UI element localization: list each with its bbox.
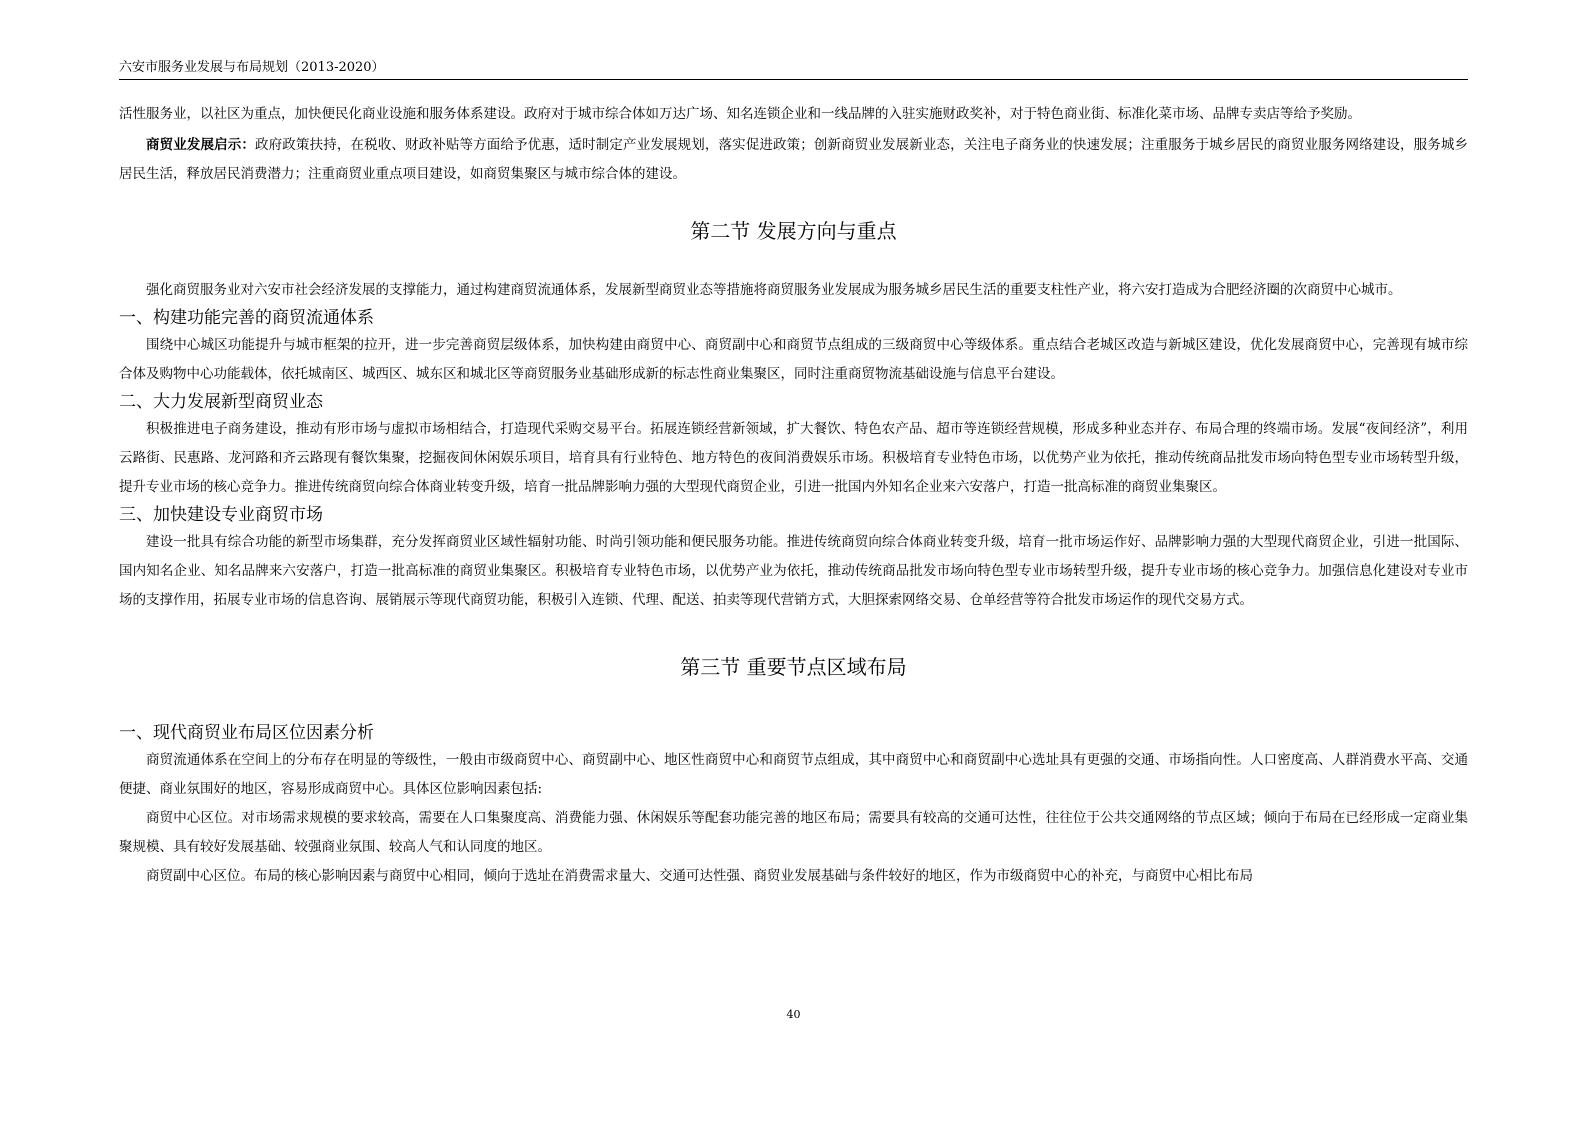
section3-paragraph-3: 商贸副中心区位。布局的核心影响因素与商贸中心相同，倾向于选址在消费需求量大、交通可达性强、商贸业发展基础与条件较好的地区，作为市级商贸中心的补充，与商贸中心相比布局	[146, 868, 1253, 884]
section3-paragraph-1: 商贸流通体系在空间上的分布存在明显的等级性，一般由市级商贸中心、商贸副中心、地区性商贸中心和商贸节点组成，其中商贸中心和商贸副中心选址具有更强的交通、市场指向性。人口密度高、人群消费水平高、交通便捷、商业氛围好的地区，容易形成商贸中心。具体区位影响因素包括:	[119, 752, 1468, 797]
insight-text: 政府政策扶持，在税收、财政补贴等方面给予优惠，适时制定产业发展规划，落实促进政策；创新商贸业发展新业态，关注电子商务业的快速发展；注重服务于城乡居民的商贸业服务网络建设，服务城乡居民生活，释放居民消费潜力；注重商贸业重点项目建设，如商贸集聚区与城市综合体的建设。	[119, 137, 1469, 182]
section-title-3: 第三节 重要节点区域布局	[680, 655, 907, 679]
page-number: 40	[786, 1008, 801, 1021]
page-content	[119, 100, 1468, 891]
paragraph-continuation: 活性服务业，以社区为重点，加快便民化商业设施和服务体系建设。政府对于城市综合体如万达广场、知名连锁企业和一线品牌的入驻实施财政奖补，对于特色商业街、标准化菜市场、品牌专卖店等给予奖励。	[119, 106, 1361, 122]
subsection-title-3: 三、加快建设专业商贸市场	[119, 505, 323, 525]
subsection-text-3: 建设一批具有综合功能的新型市场集群，充分发挥商贸业区域性辐射功能、时尚引领功能和便民服务功能。推进传统商贸向综合体商业转变升级，培育一批市场运作好、品牌影响力强的大型现代商贸企业，引进一批国际、国内知名企业、知名品牌来六安落户，打造一批高标准的商贸业集聚区。积极培育专业特色市场，以优势产业为依托，推动传统商品批发市场向特色型专业市场转型升级，提升专业市场的核心竞争力。加强信息化建设对专业市场的支撑作用，拓展专业市场的信息咨询、展销展示等现代商贸功能，积极引入连锁、代理、配送、拍卖等现代营销方式，大胆探索网络交易、仓单经营等符合批发市场运作的现代交易方式。	[119, 534, 1468, 608]
insight-lead: 商贸业发展启示：	[146, 137, 256, 153]
running-header: 六安市服务业发展与布局规划（2013-2020）	[119, 56, 1468, 80]
section2-intro: 强化商贸服务业对六安市社会经济发展的支撑能力，通过构建商贸流通体系，发展新型商贸业态等措施将商贸服务业发展成为服务城乡居民生活的重要支柱性产业，将六安打造成为合肥经济圈的次商贸中心城市。	[146, 282, 1402, 298]
subsection-text-2: 积极推进电子商务建设，推动有形市场与虚拟市场相结合，打造现代采购交易平台。拓展连锁经营新领域，扩大餐饮、特色农产品、超市等连锁经营规模，形成多种业态并存、布局合理的终端市场。发展“夜间经济”，利用云路街、民惠路、龙河路和齐云路现有餐饮集聚，挖掘夜间休闲娱乐项目，培育具有行业特色、地方特色的夜间消费娱乐市场。积极培育专业特色市场，以优势产业为依托，推动传统商品批发市场向特色型专业市场转型升级，提升专业市场的核心竞争力。推进传统商贸向综合体商业转变升级，培育一批品牌影响力强的大型现代商贸企业，引进一批国内外知名企业来六安落户，打造一批高标准的商贸业集聚区。	[119, 421, 1468, 495]
section3-paragraph-2: 商贸中心区位。对市场需求规模的要求较高，需要在人口集聚度高、消费能力强、休闲娱乐等配套功能完善的地区布局；需要具有较高的交通可达性，往往位于公共交通网络的节点区域；倾向于布局在已经形成一定商业集聚规模、具有较好发展基础、较强商业氛围、较高人气和认同度的地区。	[119, 810, 1468, 855]
section-title-2: 第二节 发展方向与重点	[690, 219, 897, 243]
subsection-title-2: 二、大力发展新型商贸业态	[119, 392, 323, 412]
section3-subsection-title-1: 一、现代商贸业布局区位因素分析	[119, 723, 374, 743]
subsection-title-1: 一、构建功能完善的商贸流通体系	[119, 308, 374, 328]
paragraph-insight	[119, 131, 1468, 189]
subsection-text-1: 围绕中心城区功能提升与城市框架的拉开，进一步完善商贸层级体系，加快构建由商贸中心、商贸副中心和商贸节点组成的三级商贸中心等级体系。重点结合老城区改造与新城区建设，优化发展商贸中心，完善现有城市综合体及购物中心功能载体，依托城南区、城西区、城东区和城北区等商贸服务业基础形成新的标志性商业集聚区，同时注重商贸物流基础设施与信息平台建设。	[119, 337, 1468, 382]
